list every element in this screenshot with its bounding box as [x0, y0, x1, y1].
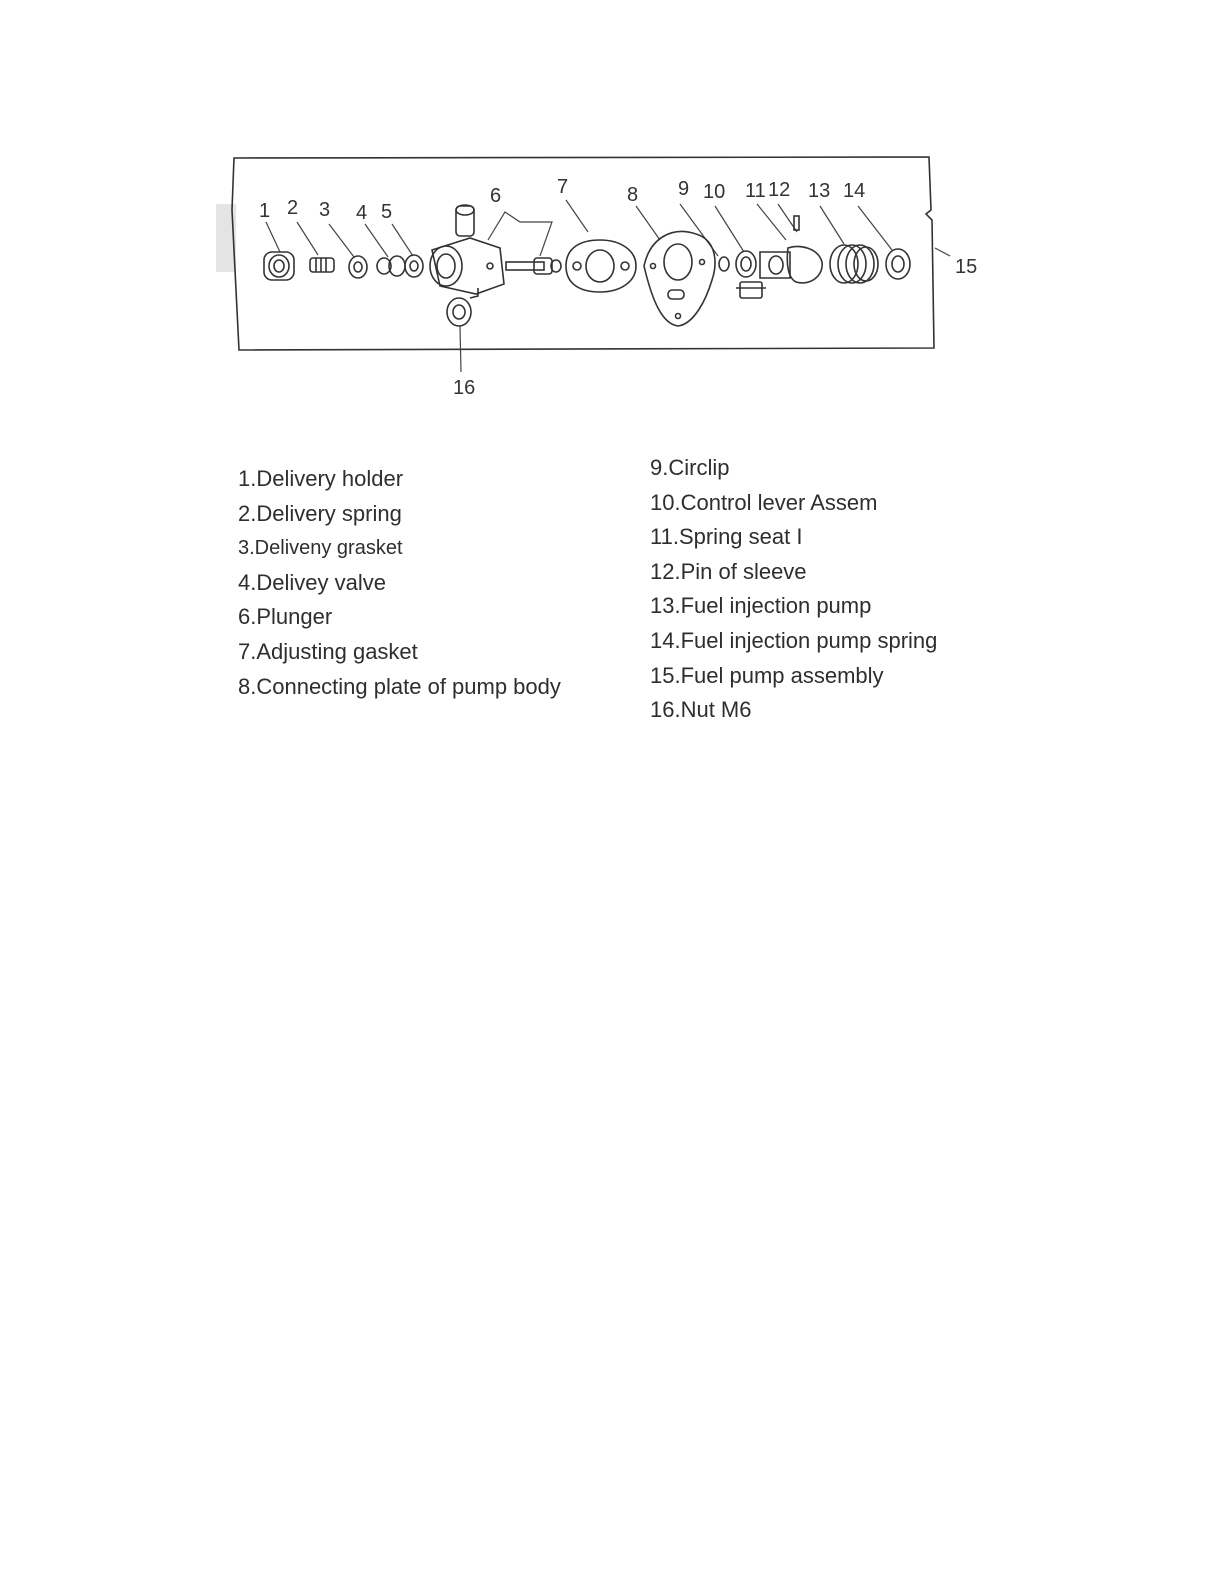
callout-11: 11 — [745, 180, 766, 202]
list-item: 1.Delivery holder — [238, 466, 404, 491]
callout-5: 5 — [381, 201, 393, 223]
list-item: 2.Delivery spring — [238, 500, 402, 526]
part-9-circlip — [719, 257, 729, 271]
list-item: 13.Fuel injection pump — [650, 593, 872, 619]
callout-14: 14 — [843, 180, 866, 202]
list-item: 10.Control lever Assem — [650, 489, 878, 515]
part-8-connecting-plate — [644, 232, 715, 326]
list-item: 11.Spring seat I — [650, 524, 803, 550]
parts-list-left — [238, 462, 561, 704]
parts-list-right — [650, 451, 937, 728]
list-item: 8.Connecting plate of pump body — [238, 673, 561, 699]
callout-13: 13 — [808, 180, 831, 202]
list-item: 4.Delivey valve — [238, 569, 386, 595]
callout-6: 6 — [490, 185, 502, 207]
list-item: 3.Deliveny grasket — [238, 537, 403, 560]
list-item: 9.Circlip — [650, 455, 730, 480]
callout-2: 2 — [287, 197, 299, 219]
part-3-delivery-gasket — [349, 256, 367, 278]
callout-16: 16 — [453, 377, 476, 399]
callout-10: 10 — [703, 181, 726, 203]
leader-lines — [266, 200, 950, 372]
part-14-fuel-injection-pump-spring — [886, 249, 910, 279]
callout-7: 7 — [557, 176, 569, 198]
exploded-view-diagram — [0, 0, 1224, 420]
list-item: 7.Adjusting gasket — [238, 638, 418, 664]
list-item: 6.Plunger — [238, 604, 333, 630]
callout-9: 9 — [678, 178, 690, 200]
part-6-plunger — [506, 258, 561, 274]
list-item: 12.Pin of sleeve — [650, 558, 807, 584]
part-2-delivery-spring — [310, 258, 334, 272]
list-item: 16.Nut M6 — [650, 697, 752, 723]
part-11-spring-seat — [760, 252, 790, 278]
part-pump-body — [430, 205, 504, 294]
callout-1: 1 — [259, 200, 271, 222]
callout-15: 15 — [955, 256, 978, 278]
part-13-fuel-injection-pump — [830, 245, 878, 283]
part-7-adjusting-gasket — [566, 240, 636, 292]
part-1-delivery-holder — [264, 252, 294, 280]
callout-12: 12 — [768, 179, 791, 201]
list-item: 15.Fuel pump assembly — [650, 662, 884, 688]
list-item: 14.Fuel injection pump spring — [650, 627, 938, 653]
callout-4: 4 — [356, 202, 368, 224]
part-10-control-lever — [736, 251, 766, 298]
part-4-5-delivery-valve — [377, 255, 423, 277]
callout-8: 8 — [627, 184, 639, 206]
callout-3: 3 — [319, 199, 331, 221]
